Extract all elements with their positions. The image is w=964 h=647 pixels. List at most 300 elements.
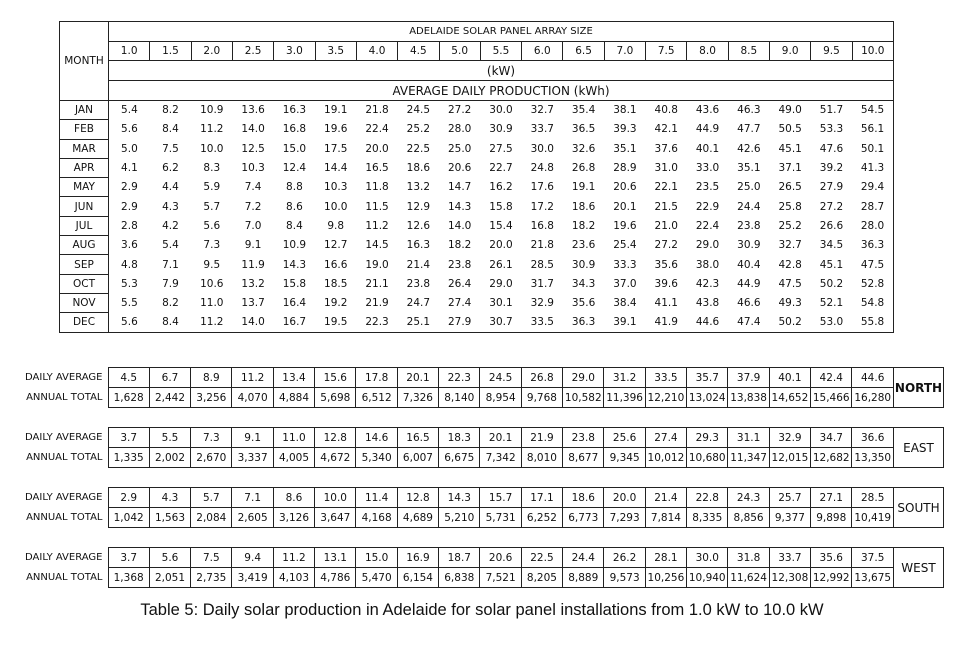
annual-total-value: 7,326 <box>397 388 438 408</box>
daily-average-value: 42.4 <box>811 368 852 388</box>
production-value: 41.1 <box>654 297 678 310</box>
production-value: 21.9 <box>365 297 389 310</box>
daily-average-value: 11.2 <box>273 548 314 568</box>
daily-average-value: 7.3 <box>191 428 232 448</box>
array-size-header: 1.0 <box>109 42 150 61</box>
annual-total-value: 12,992 <box>811 568 852 588</box>
production-value: 10.0 <box>200 142 224 155</box>
daily-average-value: 29.3 <box>687 428 728 448</box>
annual-total-value: 9,768 <box>521 388 562 408</box>
annual-total-label: ANNUAL TOTAL <box>26 392 103 403</box>
production-value: 10.0 <box>324 200 348 213</box>
daily-average-value: 4.3 <box>149 488 190 508</box>
production-value: 8.4 <box>286 219 303 232</box>
production-value: 28.7 <box>852 197 893 216</box>
production-value: 42.6 <box>737 142 761 155</box>
production-value: 16.7 <box>274 313 315 332</box>
annual-total-value: 4,884 <box>273 388 314 408</box>
daily-average-value: 40.1 <box>769 368 810 388</box>
daily-average-value: 5.5 <box>149 428 190 448</box>
production-value: 22.3 <box>356 313 397 332</box>
daily-average-value: 16.9 <box>397 548 438 568</box>
production-value: 39.2 <box>819 162 844 175</box>
array-size-header: 3.0 <box>274 42 315 61</box>
production-value: 36.3 <box>563 313 604 332</box>
month-row <box>60 120 894 139</box>
production-value: 23.8 <box>406 277 431 290</box>
production-value: 21.4 <box>406 258 431 271</box>
production-value: 49.0 <box>778 104 802 117</box>
production-value: 29.4 <box>852 178 893 197</box>
daily-average-value: 15.6 <box>315 368 356 388</box>
summary-table-north <box>17 367 944 408</box>
production-value: 27.2 <box>819 200 844 213</box>
orientation-label: EAST <box>894 428 944 468</box>
annual-total-value: 10,582 <box>563 388 604 408</box>
production-value: 41.3 <box>852 158 893 177</box>
daily-average-value: 28.1 <box>645 548 686 568</box>
daily-average-value: 7.1 <box>232 488 273 508</box>
summary-table-south <box>17 487 944 528</box>
month-row <box>60 274 894 293</box>
production-value: 38.0 <box>695 258 720 271</box>
production-value: 30.0 <box>489 104 513 117</box>
production-value: 11.2 <box>365 219 389 232</box>
production-value: 47.5 <box>852 255 893 274</box>
array-size-header: 9.0 <box>770 42 811 61</box>
array-size-header: 5.0 <box>439 42 480 61</box>
production-value: 18.5 <box>324 277 348 290</box>
production-value: 18.6 <box>571 200 596 213</box>
annual-row <box>17 388 944 408</box>
production-value: 4.8 <box>121 258 138 271</box>
production-title: AVERAGE DAILY PRODUCTION (kWh) <box>109 81 894 101</box>
production-value: 35.4 <box>571 104 596 117</box>
annual-total-value: 1,563 <box>149 508 190 528</box>
production-value: 36.3 <box>852 236 893 255</box>
production-value: 25.0 <box>737 181 761 194</box>
production-value: 8.8 <box>286 181 303 194</box>
production-value: 23.5 <box>695 181 720 194</box>
production-value: 32.9 <box>530 297 554 310</box>
production-value: 7.9 <box>162 277 179 290</box>
production-value: 35.1 <box>613 142 637 155</box>
annual-total-value: 4,786 <box>315 568 356 588</box>
annual-row <box>17 568 944 588</box>
annual-total-value: 16,280 <box>852 388 894 408</box>
daily-row <box>17 488 944 508</box>
production-value: 11.0 <box>200 297 224 310</box>
production-value: 50.2 <box>770 313 811 332</box>
production-value: 8.2 <box>162 297 179 310</box>
production-value: 27.5 <box>489 142 513 155</box>
annual-total-value: 9,377 <box>769 508 810 528</box>
production-value: 41.9 <box>646 313 687 332</box>
production-value: 28.9 <box>613 162 637 175</box>
production-value: 52.8 <box>852 274 893 293</box>
production-value: 14.0 <box>232 313 273 332</box>
production-value: 16.5 <box>365 162 389 175</box>
production-value: 35.6 <box>654 258 678 271</box>
production-value: 12.5 <box>241 142 265 155</box>
production-value: 47.6 <box>819 142 844 155</box>
production-value: 30.9 <box>571 258 596 271</box>
production-value: 17.6 <box>530 181 554 194</box>
array-size-title: ADELAIDE SOLAR PANEL ARRAY SIZE <box>109 22 894 42</box>
month-row <box>60 255 894 274</box>
production-value: 16.3 <box>406 239 431 252</box>
daily-average-value: 23.8 <box>563 428 604 448</box>
production-value: 27.9 <box>439 313 480 332</box>
production-value: 12.9 <box>406 200 431 213</box>
annual-total-value: 8,856 <box>728 508 769 528</box>
production-value: 2.9 <box>121 181 138 194</box>
production-value: 26.8 <box>571 162 596 175</box>
daily-average-value: 3.7 <box>108 428 149 448</box>
production-value: 16.4 <box>282 297 307 310</box>
production-value: 17.2 <box>530 200 554 213</box>
production-value: 32.7 <box>530 104 554 117</box>
summary-table-west <box>17 547 944 588</box>
daily-average-value: 21.4 <box>645 488 686 508</box>
production-value: 47.5 <box>778 277 802 290</box>
daily-average-value: 33.7 <box>769 548 810 568</box>
production-value: 33.3 <box>613 258 637 271</box>
production-value: 10.6 <box>200 277 224 290</box>
annual-total-value: 7,342 <box>480 448 521 468</box>
orientation-label: SOUTH <box>894 488 944 528</box>
production-value: 31.0 <box>654 162 678 175</box>
daily-average-label: DAILY AVERAGE <box>25 492 103 503</box>
month-label: JAN <box>60 101 109 120</box>
production-value: 19.6 <box>613 219 637 232</box>
production-value: 17.5 <box>324 142 348 155</box>
production-value: 13.2 <box>406 181 431 194</box>
production-value: 30.7 <box>480 313 521 332</box>
orientation-label: NORTH <box>894 368 944 408</box>
production-value: 35.6 <box>571 297 596 310</box>
production-value: 9.5 <box>203 258 221 271</box>
daily-average-value: 31.2 <box>604 368 645 388</box>
production-value: 5.7 <box>203 200 221 213</box>
daily-average-label: DAILY AVERAGE <box>25 552 103 563</box>
production-value: 25.0 <box>447 142 472 155</box>
production-value: 19.2 <box>324 297 348 310</box>
annual-row <box>17 508 944 528</box>
production-value: 19.0 <box>365 258 389 271</box>
daily-average-value: 22.8 <box>687 488 728 508</box>
daily-average-value: 31.8 <box>728 548 769 568</box>
production-value: 26.6 <box>819 219 844 232</box>
daily-average-value: 27.1 <box>811 488 852 508</box>
annual-total-value: 4,672 <box>315 448 356 468</box>
production-value: 7.1 <box>162 258 179 271</box>
production-value: 14.0 <box>241 123 265 136</box>
daily-average-value: 30.0 <box>687 548 728 568</box>
annual-total-value: 8,205 <box>521 568 562 588</box>
daily-row <box>17 368 944 388</box>
daily-average-value: 6.7 <box>149 368 190 388</box>
daily-average-label: DAILY AVERAGE <box>25 372 103 383</box>
annual-total-value: 15,466 <box>811 388 852 408</box>
production-value: 22.1 <box>654 181 678 194</box>
daily-average-value: 26.2 <box>604 548 645 568</box>
production-value: 9.8 <box>327 219 345 232</box>
array-size-header: 6.5 <box>563 42 604 61</box>
production-value: 23.6 <box>571 239 596 252</box>
daily-row <box>17 548 944 568</box>
production-value: 38.4 <box>613 297 637 310</box>
production-value: 5.3 <box>121 277 138 290</box>
production-value: 8.4 <box>150 313 191 332</box>
production-value: 22.9 <box>695 200 720 213</box>
production-value: 9.1 <box>244 239 262 252</box>
production-value: 16.3 <box>282 104 307 117</box>
production-value: 25.2 <box>406 123 431 136</box>
production-value: 5.9 <box>203 181 221 194</box>
annual-total-value: 13,675 <box>852 568 894 588</box>
production-value: 40.1 <box>695 142 720 155</box>
month-row <box>60 216 894 235</box>
daily-average-value: 8.9 <box>191 368 232 388</box>
annual-total-value: 5,210 <box>439 508 480 528</box>
month-row <box>60 139 894 158</box>
production-value: 26.1 <box>489 258 513 271</box>
daily-average-value: 15.0 <box>356 548 397 568</box>
production-value: 13.2 <box>241 277 265 290</box>
production-value: 8.4 <box>162 123 179 136</box>
daily-average-value: 7.5 <box>191 548 232 568</box>
daily-average-value: 10.0 <box>315 488 356 508</box>
production-value: 24.4 <box>737 200 761 213</box>
production-value: 4.3 <box>162 200 179 213</box>
production-value: 19.6 <box>324 123 348 136</box>
annual-total-value: 11,396 <box>604 388 645 408</box>
production-value: 15.8 <box>282 277 307 290</box>
daily-average-value: 22.5 <box>521 548 562 568</box>
annual-total-value: 4,103 <box>273 568 314 588</box>
production-value: 44.9 <box>695 123 720 136</box>
production-value: 20.0 <box>365 142 389 155</box>
annual-total-value: 6,512 <box>356 388 397 408</box>
production-value: 36.5 <box>571 123 596 136</box>
annual-total-value: 8,889 <box>563 568 604 588</box>
production-value: 4.2 <box>162 219 179 232</box>
production-value: 10.3 <box>324 181 348 194</box>
production-value: 53.0 <box>811 313 852 332</box>
production-value: 21.8 <box>365 104 389 117</box>
daily-average-value: 44.6 <box>852 368 894 388</box>
production-value: 20.0 <box>489 239 513 252</box>
annual-total-value: 8,954 <box>480 388 521 408</box>
production-value: 4.4 <box>162 181 179 194</box>
month-label: JUN <box>60 197 109 216</box>
daily-average-value: 13.1 <box>315 548 356 568</box>
daily-average-value: 25.6 <box>604 428 645 448</box>
daily-average-value: 20.1 <box>397 368 438 388</box>
production-value: 42.8 <box>778 258 802 271</box>
production-value: 29.0 <box>695 239 720 252</box>
production-value: 14.5 <box>365 239 389 252</box>
production-value: 47.4 <box>728 313 769 332</box>
production-value: 21.5 <box>654 200 678 213</box>
daily-average-value: 31.1 <box>728 428 769 448</box>
production-value: 14.7 <box>447 181 472 194</box>
production-value: 42.3 <box>695 277 720 290</box>
daily-average-value: 14.6 <box>356 428 397 448</box>
production-value: 15.4 <box>489 219 513 232</box>
production-value: 11.9 <box>241 258 265 271</box>
array-size-header: 4.0 <box>356 42 397 61</box>
production-value: 13.7 <box>241 297 265 310</box>
production-value: 25.1 <box>398 313 439 332</box>
production-value: 39.3 <box>613 123 637 136</box>
month-label: FEB <box>60 120 109 139</box>
production-value: 22.4 <box>365 123 389 136</box>
annual-total-value: 7,814 <box>645 508 686 528</box>
production-value: 11.2 <box>191 313 232 332</box>
production-value: 44.6 <box>687 313 728 332</box>
month-label: MAR <box>60 139 109 158</box>
array-size-header: 2.5 <box>232 42 273 61</box>
month-row <box>60 101 894 120</box>
annual-total-value: 8,010 <box>521 448 562 468</box>
array-size-header: 4.5 <box>398 42 439 61</box>
production-value: 12.6 <box>406 219 431 232</box>
production-value: 5.0 <box>121 142 138 155</box>
daily-average-value: 21.9 <box>521 428 562 448</box>
daily-average-value: 11.0 <box>273 428 314 448</box>
production-value: 35.1 <box>737 162 761 175</box>
production-value: 2.8 <box>121 219 138 232</box>
production-value: 6.2 <box>162 162 179 175</box>
production-value: 8.6 <box>286 200 303 213</box>
production-value: 30.9 <box>737 239 761 252</box>
annual-total-value: 11,347 <box>728 448 769 468</box>
array-size-header: 1.5 <box>150 42 191 61</box>
production-value: 29.0 <box>489 277 513 290</box>
daily-average-value: 24.3 <box>728 488 769 508</box>
array-size-header: 8.0 <box>687 42 728 61</box>
annual-total-value: 3,126 <box>273 508 314 528</box>
annual-total-value: 2,051 <box>149 568 190 588</box>
annual-total-value: 9,898 <box>811 508 852 528</box>
production-value: 23.8 <box>737 219 761 232</box>
production-value: 28.5 <box>530 258 554 271</box>
annual-total-value: 9,573 <box>604 568 645 588</box>
daily-average-value: 37.5 <box>852 548 894 568</box>
daily-average-value: 24.5 <box>480 368 521 388</box>
production-value: 14.3 <box>282 258 307 271</box>
production-value: 27.2 <box>447 104 472 117</box>
annual-total-value: 6,838 <box>439 568 480 588</box>
annual-total-value: 5,340 <box>356 448 397 468</box>
array-size-header: 6.0 <box>522 42 563 61</box>
daily-average-value: 29.0 <box>563 368 604 388</box>
month-label: MAY <box>60 178 109 197</box>
production-value: 26.4 <box>447 277 472 290</box>
production-value: 28.0 <box>852 216 893 235</box>
annual-total-label: ANNUAL TOTAL <box>26 572 103 583</box>
production-value: 53.3 <box>819 123 844 136</box>
production-value: 18.6 <box>406 162 431 175</box>
production-value: 5.5 <box>121 297 138 310</box>
production-value: 34.5 <box>819 239 844 252</box>
daily-average-value: 35.6 <box>811 548 852 568</box>
month-column-header: MONTH <box>60 22 109 101</box>
production-value: 7.5 <box>162 142 179 155</box>
production-value: 32.7 <box>778 239 802 252</box>
annual-total-value: 8,677 <box>563 448 604 468</box>
annual-total-value: 5,698 <box>315 388 356 408</box>
production-value: 15.8 <box>489 200 513 213</box>
production-value: 5.6 <box>203 219 221 232</box>
annual-total-value: 2,442 <box>149 388 190 408</box>
production-value: 37.6 <box>654 142 678 155</box>
month-row <box>60 178 894 197</box>
annual-total-value: 6,154 <box>397 568 438 588</box>
month-row <box>60 293 894 312</box>
production-value: 49.3 <box>778 297 802 310</box>
daily-average-value: 17.1 <box>521 488 562 508</box>
production-value: 33.7 <box>530 123 554 136</box>
production-value: 11.5 <box>365 200 389 213</box>
production-value: 8.3 <box>203 162 221 175</box>
daily-average-value: 13.4 <box>273 368 314 388</box>
annual-total-value: 13,350 <box>852 448 894 468</box>
daily-row <box>17 428 944 448</box>
annual-total-label: ANNUAL TOTAL <box>26 512 103 523</box>
production-value: 54.8 <box>852 293 893 312</box>
daily-average-value: 3.7 <box>108 548 149 568</box>
month-label: APR <box>60 158 109 177</box>
daily-average-value: 36.6 <box>852 428 894 448</box>
production-value: 25.4 <box>613 239 637 252</box>
summary-table-east <box>17 427 944 468</box>
daily-average-value: 34.7 <box>811 428 852 448</box>
production-value: 27.9 <box>819 181 844 194</box>
production-value: 8.2 <box>162 104 179 117</box>
annual-total-value: 12,015 <box>769 448 810 468</box>
production-value: 10.9 <box>200 104 224 117</box>
array-size-header: 10.0 <box>852 42 893 61</box>
production-value: 30.9 <box>489 123 513 136</box>
production-value: 30.1 <box>489 297 513 310</box>
daily-average-value: 5.6 <box>149 548 190 568</box>
daily-average-value: 8.6 <box>273 488 314 508</box>
daily-average-value: 12.8 <box>315 428 356 448</box>
annual-total-value: 6,252 <box>521 508 562 528</box>
production-value: 2.9 <box>121 200 138 213</box>
production-value: 37.1 <box>778 162 802 175</box>
annual-total-value: 9,345 <box>604 448 645 468</box>
daily-average-value: 18.3 <box>439 428 480 448</box>
production-value: 55.8 <box>852 313 893 332</box>
array-size-header: 2.0 <box>191 42 232 61</box>
annual-total-value: 2,735 <box>191 568 232 588</box>
annual-total-value: 1,368 <box>108 568 149 588</box>
annual-total-value: 10,419 <box>852 508 894 528</box>
production-value: 5.4 <box>121 104 138 117</box>
production-value: 13.6 <box>241 104 265 117</box>
production-value: 16.8 <box>282 123 307 136</box>
daily-average-value: 18.7 <box>439 548 480 568</box>
daily-average-value: 20.6 <box>480 548 521 568</box>
production-value: 42.1 <box>654 123 678 136</box>
production-value: 21.0 <box>654 219 678 232</box>
daily-average-value: 28.5 <box>852 488 894 508</box>
annual-total-value: 4,168 <box>356 508 397 528</box>
